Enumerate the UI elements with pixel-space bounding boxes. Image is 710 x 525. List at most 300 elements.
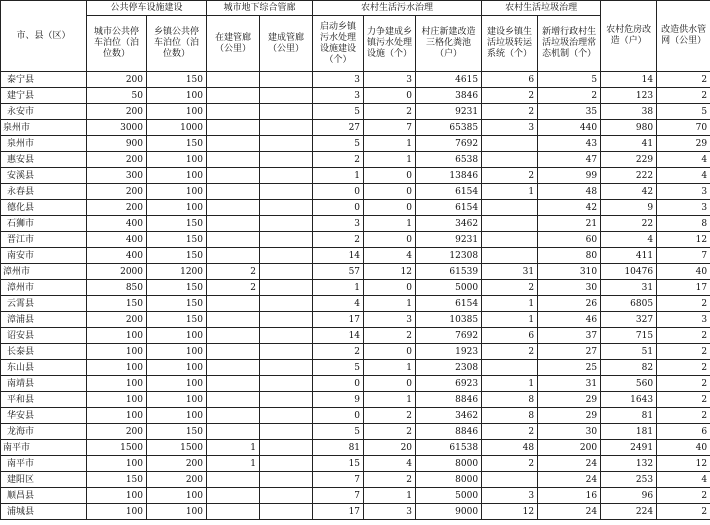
table-cell: 2 — [657, 296, 710, 312]
table-cell: 35 — [538, 104, 601, 120]
table-cell: 38 — [601, 104, 657, 120]
table-cell: 2 — [657, 360, 710, 376]
header-rural-housing: 农村危房改造（户） — [601, 1, 657, 72]
table-cell: 7692 — [416, 328, 482, 344]
table-cell: 31 — [482, 264, 538, 280]
table-cell: 1 — [364, 216, 416, 232]
table-cell: 150 — [147, 312, 207, 328]
table-cell — [482, 360, 538, 376]
table-cell: 2 — [482, 168, 538, 184]
table-cell: 80 — [538, 248, 601, 264]
table-cell: 200 — [87, 152, 147, 168]
table-cell — [260, 376, 313, 392]
table-cell: 150 — [147, 232, 207, 248]
table-cell: 3846 — [416, 88, 482, 104]
table-cell: 2 — [657, 344, 710, 360]
table-cell: 17 — [657, 280, 710, 296]
table-cell: 7692 — [416, 136, 482, 152]
table-cell: 12 — [482, 504, 538, 520]
table-row — [1, 120, 710, 136]
table-cell: 5 — [657, 104, 710, 120]
region-name: 南安市 — [1, 248, 87, 264]
table-cell — [482, 472, 538, 488]
table-row — [1, 392, 710, 408]
table-cell: 850 — [87, 280, 147, 296]
table-cell: 4 — [657, 168, 710, 184]
table-cell: 6923 — [416, 376, 482, 392]
table-cell: 150 — [147, 296, 207, 312]
table-cell: 6538 — [416, 152, 482, 168]
table-cell: 17 — [313, 504, 364, 520]
table-cell: 37 — [538, 328, 601, 344]
table-cell: 65385 — [416, 120, 482, 136]
table-cell: 3000 — [87, 120, 147, 136]
table-cell: 24 — [538, 472, 601, 488]
table-cell: 8846 — [416, 392, 482, 408]
table-cell: 60 — [538, 232, 601, 248]
table-cell: 3 — [482, 488, 538, 504]
region-name: 晋江市 — [1, 232, 87, 248]
table-cell: 3 — [313, 72, 364, 88]
table-cell: 560 — [601, 376, 657, 392]
table-cell: 24 — [538, 504, 601, 520]
table-cell — [260, 200, 313, 216]
region-name: 长泰县 — [1, 344, 87, 360]
table-cell: 400 — [87, 216, 147, 232]
table-cell: 5 — [313, 104, 364, 120]
table-cell: 150 — [147, 280, 207, 296]
table-cell — [260, 264, 313, 280]
region-name: 建宁县 — [1, 88, 87, 104]
table-cell — [207, 312, 260, 328]
subheader-garbage-transfer: 建设乡镇生活垃圾转运系统（个） — [482, 16, 538, 72]
table-cell: 1000 — [147, 120, 207, 136]
table-cell — [207, 120, 260, 136]
table-cell: 1500 — [87, 440, 147, 456]
table-cell — [207, 248, 260, 264]
table-cell: 310 — [538, 264, 601, 280]
table-cell: 1 — [364, 360, 416, 376]
table-cell: 5 — [313, 136, 364, 152]
table-cell: 150 — [147, 72, 207, 88]
table-cell — [207, 216, 260, 232]
group-header-garbage: 农村生活垃圾治理 — [482, 1, 601, 16]
table-row — [1, 200, 710, 216]
table-cell — [207, 200, 260, 216]
table-cell — [207, 232, 260, 248]
table-cell: 200 — [87, 72, 147, 88]
region-name: 漳州市 — [1, 264, 87, 280]
table-cell: 980 — [601, 120, 657, 136]
table-row — [1, 312, 710, 328]
table-cell: 0 — [364, 376, 416, 392]
table-cell: 1500 — [147, 440, 207, 456]
table-cell: 5 — [313, 424, 364, 440]
table-cell — [207, 504, 260, 520]
table-cell: 100 — [87, 360, 147, 376]
table-cell: 100 — [87, 504, 147, 520]
table-cell: 8000 — [416, 472, 482, 488]
table-cell — [207, 152, 260, 168]
table-cell: 253 — [601, 472, 657, 488]
table-cell: 2 — [482, 104, 538, 120]
table-cell: 100 — [147, 104, 207, 120]
table-cell: 3 — [657, 312, 710, 328]
table-cell: 4615 — [416, 72, 482, 88]
subheader-sewage-finish: 力争建成乡镇污水处理设施（个） — [364, 16, 416, 72]
table-cell — [207, 184, 260, 200]
table-cell: 440 — [538, 120, 601, 136]
table-cell: 4 — [364, 456, 416, 472]
region-name: 安溪县 — [1, 168, 87, 184]
table-cell: 41 — [601, 136, 657, 152]
table-cell — [260, 104, 313, 120]
region-name: 漳浦县 — [1, 312, 87, 328]
table-cell: 29 — [657, 136, 710, 152]
table-cell: 6805 — [601, 296, 657, 312]
table-cell: 100 — [87, 488, 147, 504]
table-cell — [207, 88, 260, 104]
table-cell: 43 — [538, 136, 601, 152]
table-cell: 100 — [147, 408, 207, 424]
table-cell — [260, 424, 313, 440]
table-cell: 2 — [364, 104, 416, 120]
table-cell: 1 — [313, 280, 364, 296]
table-cell: 100 — [147, 392, 207, 408]
table-cell: 3 — [364, 72, 416, 88]
table-cell — [260, 136, 313, 152]
region-name: 泉州市 — [1, 120, 87, 136]
region-name: 泰宁县 — [1, 72, 87, 88]
table-cell: 2308 — [416, 360, 482, 376]
table-cell: 1 — [313, 168, 364, 184]
table-cell: 1 — [207, 456, 260, 472]
table-cell — [482, 200, 538, 216]
table-cell: 2 — [313, 344, 364, 360]
table-cell: 400 — [87, 232, 147, 248]
table-cell: 6154 — [416, 296, 482, 312]
table-cell: 132 — [601, 456, 657, 472]
table-cell: 8000 — [416, 456, 482, 472]
table-cell: 31 — [538, 376, 601, 392]
table-cell: 2 — [657, 408, 710, 424]
table-cell: 1 — [482, 376, 538, 392]
table-cell: 2 — [482, 344, 538, 360]
subheader-septic-tanks: 村庄新建改造三格化粪池（户） — [416, 16, 482, 72]
table-cell: 200 — [538, 440, 601, 456]
table-cell: 25 — [538, 360, 601, 376]
table-cell: 26 — [538, 296, 601, 312]
table-cell: 48 — [538, 184, 601, 200]
table-cell — [260, 392, 313, 408]
region-name: 华安县 — [1, 408, 87, 424]
region-name: 德化县 — [1, 200, 87, 216]
table-cell: 0 — [364, 280, 416, 296]
table-cell — [207, 296, 260, 312]
table-cell: 61539 — [416, 264, 482, 280]
table-cell: 3 — [657, 184, 710, 200]
table-cell: 96 — [601, 488, 657, 504]
table-cell — [260, 280, 313, 296]
table-cell: 1643 — [601, 392, 657, 408]
region-name: 龙海市 — [1, 424, 87, 440]
table-cell: 3 — [313, 88, 364, 104]
table-cell: 70 — [657, 120, 710, 136]
table-row — [1, 232, 710, 248]
table-cell: 24 — [538, 456, 601, 472]
table-cell: 0 — [313, 184, 364, 200]
table-cell — [260, 344, 313, 360]
table-cell: 16 — [538, 488, 601, 504]
table-cell — [207, 424, 260, 440]
table-cell: 4 — [601, 232, 657, 248]
table-cell: 2491 — [601, 440, 657, 456]
region-name: 石狮市 — [1, 216, 87, 232]
table-cell: 100 — [87, 376, 147, 392]
table-cell: 15 — [313, 456, 364, 472]
table-cell: 81 — [601, 408, 657, 424]
region-name: 南靖县 — [1, 376, 87, 392]
table-cell: 200 — [147, 472, 207, 488]
table-cell: 7 — [364, 120, 416, 136]
table-cell: 0 — [364, 168, 416, 184]
table-cell — [260, 328, 313, 344]
table-cell: 40 — [657, 264, 710, 280]
table-cell: 6 — [482, 72, 538, 88]
table-cell: 0 — [364, 344, 416, 360]
table-cell: 30 — [538, 280, 601, 296]
table-cell: 5000 — [416, 488, 482, 504]
table-cell: 1 — [364, 136, 416, 152]
table-cell: 100 — [147, 328, 207, 344]
table-cell: 100 — [147, 504, 207, 520]
table-cell — [482, 216, 538, 232]
table-cell — [260, 488, 313, 504]
table-cell: 12 — [364, 264, 416, 280]
region-name: 南平市 — [1, 440, 87, 456]
table-cell — [482, 232, 538, 248]
table-cell: 2 — [313, 152, 364, 168]
table-cell: 5000 — [416, 280, 482, 296]
table-cell: 40 — [657, 440, 710, 456]
table-cell: 3 — [313, 216, 364, 232]
table-row — [1, 264, 710, 280]
table-cell: 47 — [538, 152, 601, 168]
table-cell: 1 — [364, 392, 416, 408]
table-cell: 200 — [87, 312, 147, 328]
table-cell: 3 — [364, 504, 416, 520]
table-cell: 48 — [482, 440, 538, 456]
table-cell: 3 — [482, 120, 538, 136]
region-name: 顺昌县 — [1, 488, 87, 504]
table-row — [1, 504, 710, 520]
table-row — [1, 376, 710, 392]
table-cell — [260, 472, 313, 488]
table-cell: 1 — [482, 312, 538, 328]
table-cell: 150 — [147, 216, 207, 232]
table-cell: 14 — [313, 328, 364, 344]
table-cell: 42 — [601, 184, 657, 200]
table-cell — [207, 472, 260, 488]
table-cell: 8 — [482, 408, 538, 424]
table-cell: 2 — [364, 408, 416, 424]
table-cell — [482, 248, 538, 264]
table-cell: 2 — [538, 88, 601, 104]
table-cell: 2 — [482, 88, 538, 104]
table-cell: 2 — [482, 280, 538, 296]
table-cell: 12 — [657, 232, 710, 248]
table-cell: 150 — [87, 472, 147, 488]
table-cell: 46 — [538, 312, 601, 328]
table-cell: 13846 — [416, 168, 482, 184]
table-cell: 4 — [364, 248, 416, 264]
table-cell: 50 — [87, 88, 147, 104]
region-name: 浦城县 — [1, 504, 87, 520]
region-name: 云霄县 — [1, 296, 87, 312]
table-cell: 200 — [147, 456, 207, 472]
table-cell: 29 — [538, 392, 601, 408]
table-cell: 2 — [207, 280, 260, 296]
table-cell: 100 — [87, 392, 147, 408]
table-cell: 0 — [364, 200, 416, 216]
table-cell: 100 — [147, 88, 207, 104]
table-cell: 100 — [147, 344, 207, 360]
table-cell: 222 — [601, 168, 657, 184]
table-cell: 20 — [364, 440, 416, 456]
table-cell — [207, 360, 260, 376]
table-cell: 29 — [538, 408, 601, 424]
group-header-sewage: 农村生活污水治理 — [313, 1, 482, 16]
table-cell: 5 — [313, 360, 364, 376]
table-cell: 2 — [657, 376, 710, 392]
table-row — [1, 216, 710, 232]
table-cell: 27 — [538, 344, 601, 360]
table-cell: 715 — [601, 328, 657, 344]
group-header-pipe-gallery: 城市地下综合管廊 — [207, 1, 313, 16]
region-name: 永春县 — [1, 184, 87, 200]
table-row — [1, 408, 710, 424]
table-cell — [260, 440, 313, 456]
table-cell — [207, 168, 260, 184]
table-cell: 150 — [87, 296, 147, 312]
table-cell: 100 — [147, 184, 207, 200]
table-cell: 61538 — [416, 440, 482, 456]
table-row — [1, 280, 710, 296]
table-cell: 1200 — [147, 264, 207, 280]
table-row — [1, 456, 710, 472]
table-cell — [207, 104, 260, 120]
table-cell — [207, 376, 260, 392]
table-cell: 10385 — [416, 312, 482, 328]
table-row — [1, 296, 710, 312]
table-row — [1, 248, 710, 264]
table-cell: 8846 — [416, 424, 482, 440]
table-cell: 2 — [657, 488, 710, 504]
table-cell: 4 — [657, 152, 710, 168]
subheader-city-parking: 城市公共停车泊位（泊位数） — [87, 16, 147, 72]
table-cell — [207, 488, 260, 504]
table-cell — [260, 360, 313, 376]
table-row — [1, 472, 710, 488]
table-cell: 1 — [482, 296, 538, 312]
table-cell — [260, 232, 313, 248]
table-cell: 12308 — [416, 248, 482, 264]
table-cell: 1 — [364, 488, 416, 504]
table-cell — [207, 136, 260, 152]
region-name: 漳州市 — [1, 280, 87, 296]
table-row — [1, 344, 710, 360]
table-cell: 100 — [147, 360, 207, 376]
table-cell: 1 — [482, 184, 538, 200]
table-cell — [260, 152, 313, 168]
table-cell: 100 — [87, 408, 147, 424]
table-cell: 150 — [147, 424, 207, 440]
subheader-town-parking: 乡镇公共停车泊位（泊位数） — [147, 16, 207, 72]
table-cell: 99 — [538, 168, 601, 184]
table-cell: 4 — [313, 296, 364, 312]
subheader-gallery-building: 在建管廊（公里） — [207, 16, 260, 72]
table-row — [1, 104, 710, 120]
table-cell: 2 — [313, 232, 364, 248]
table-cell: 81 — [313, 440, 364, 456]
table-cell — [260, 72, 313, 88]
subheader-gallery-built: 建成管廊（公里） — [260, 16, 313, 72]
table-cell — [260, 184, 313, 200]
region-name: 泉州市 — [1, 136, 87, 152]
table-cell: 7 — [313, 488, 364, 504]
table-cell: 9000 — [416, 504, 482, 520]
table-cell — [260, 312, 313, 328]
table-cell — [207, 344, 260, 360]
table-cell: 51 — [601, 344, 657, 360]
table-cell: 0 — [364, 232, 416, 248]
region-name: 南平市 — [1, 456, 87, 472]
table-cell: 200 — [87, 200, 147, 216]
table-cell: 411 — [601, 248, 657, 264]
table-cell: 82 — [601, 360, 657, 376]
table-cell: 2 — [364, 328, 416, 344]
table-cell: 4 — [657, 472, 710, 488]
table-cell: 6 — [657, 424, 710, 440]
region-name: 诏安县 — [1, 328, 87, 344]
group-header-parking: 公共停车设施建设 — [87, 1, 207, 16]
table-cell: 100 — [147, 152, 207, 168]
table-cell — [482, 152, 538, 168]
table-cell: 30 — [538, 424, 601, 440]
table-cell: 200 — [87, 184, 147, 200]
table-cell — [207, 328, 260, 344]
table-cell — [260, 168, 313, 184]
table-cell: 8 — [482, 392, 538, 408]
table-cell: 200 — [87, 104, 147, 120]
table-cell — [207, 72, 260, 88]
table-row — [1, 72, 710, 88]
table-cell: 100 — [147, 200, 207, 216]
table-cell: 22 — [601, 216, 657, 232]
table-cell — [260, 216, 313, 232]
table-cell: 2 — [482, 456, 538, 472]
region-name: 惠安县 — [1, 152, 87, 168]
table-cell: 2 — [482, 424, 538, 440]
table-cell — [207, 392, 260, 408]
table-cell: 1923 — [416, 344, 482, 360]
table-row — [1, 360, 710, 376]
table-cell — [260, 456, 313, 472]
table-cell: 7 — [657, 248, 710, 264]
table-row — [1, 184, 710, 200]
table-row — [1, 440, 710, 456]
table-cell: 181 — [601, 424, 657, 440]
